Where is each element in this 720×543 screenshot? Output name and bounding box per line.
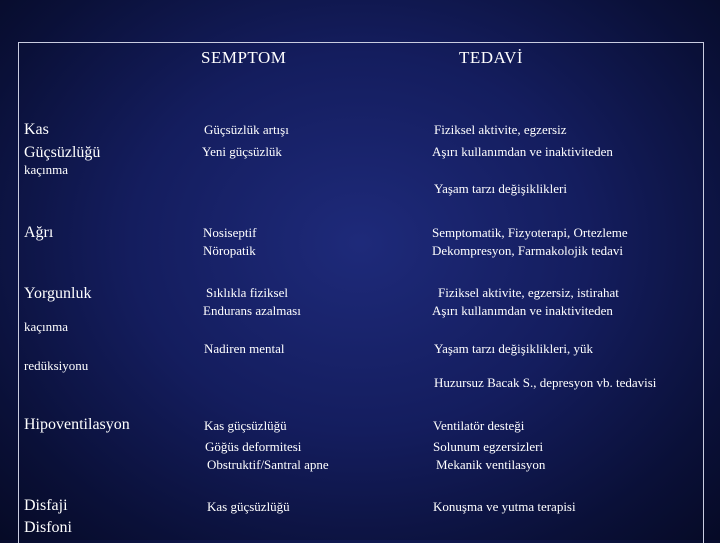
yorgunluk-treat-1: Fiziksel aktivite, egzersiz, istirahat bbox=[438, 285, 619, 300]
yorgunluk-treat-4: Huzursuz Bacak S., depresyon vb. tedavisi bbox=[434, 375, 657, 390]
kas-treat-2-wrap: kaçınma bbox=[24, 162, 69, 177]
kas-cause-1: Güçsüzlük artışı bbox=[204, 122, 289, 137]
kas-treat-3: Yaşam tarzı değişiklikleri bbox=[434, 181, 567, 196]
agri-cause-1: Nosiseptif bbox=[203, 225, 257, 240]
hipo-cause-1: Kas güçsüzlüğü bbox=[204, 418, 287, 433]
yorgunluk-treat-3-wrap: redüksiyonu bbox=[24, 358, 89, 373]
yorgunluk-cause-2: Endurans azalması bbox=[203, 303, 301, 318]
symptom-kas-line1: Kas bbox=[24, 121, 49, 138]
hipo-cause-2: Göğüs deformitesi bbox=[205, 439, 302, 454]
header-tedavi: TEDAVİ bbox=[459, 48, 524, 67]
hipo-treat-2: Solunum egzersizleri bbox=[433, 439, 544, 454]
hipo-treat-1: Ventilatör desteği bbox=[433, 418, 525, 433]
symptom-agri: Ağrı bbox=[24, 224, 54, 241]
agri-treat-1: Semptomatik, Fizyoterapi, Ortezleme bbox=[432, 225, 628, 240]
symptom-disfoni: Disfoni bbox=[24, 519, 72, 536]
hipo-cause-3: Obstruktif/Santral apne bbox=[207, 457, 329, 472]
hipo-treat-3: Mekanik ventilasyon bbox=[436, 457, 546, 472]
header-semptom: SEMPTOM bbox=[201, 48, 287, 67]
symptom-disfaji: Disfaji bbox=[24, 497, 68, 514]
yorgunluk-cause-1: Sıklıkla fiziksel bbox=[206, 285, 288, 300]
yorgunluk-cause-3: Nadiren mental bbox=[204, 341, 285, 356]
kas-treat-1: Fiziksel aktivite, egzersiz bbox=[434, 122, 567, 137]
disfaji-treat-1: Konuşma ve yutma terapisi bbox=[433, 499, 576, 514]
symptom-yorgunluk: Yorgunluk bbox=[24, 285, 92, 302]
yorgunluk-treat-2: Aşırı kullanımdan ve inaktiviteden bbox=[432, 303, 613, 318]
symptom-hipoventilasyon: Hipoventilasyon bbox=[24, 416, 130, 433]
agri-cause-2: Nöropatik bbox=[203, 243, 256, 258]
kas-treat-2: Aşırı kullanımdan ve inaktiviteden bbox=[432, 144, 613, 159]
disfaji-cause-1: Kas güçsüzlüğü bbox=[207, 499, 290, 514]
yorgunluk-treat-3: Yaşam tarzı değişiklikleri, yük bbox=[434, 341, 593, 356]
symptom-kas-line2: Güçsüzlüğü bbox=[24, 144, 101, 161]
kas-cause-2: Yeni güçsüzlük bbox=[202, 144, 282, 159]
agri-treat-2: Dekompresyon, Farmakolojik tedavi bbox=[432, 243, 623, 258]
yorgunluk-treat-2-wrap: kaçınma bbox=[24, 319, 69, 334]
